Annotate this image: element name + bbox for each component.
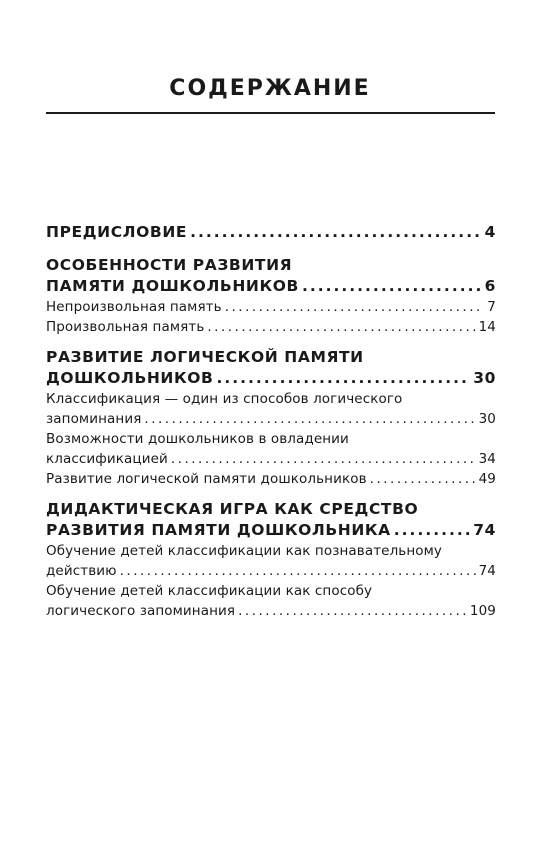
toc-subentry-title: Непроизвольная память	[46, 299, 222, 315]
dot-leader	[216, 368, 470, 389]
toc-subentry[interactable]	[46, 389, 496, 429]
toc-page-number: 49	[478, 471, 496, 487]
toc-subentry-title-line1: Классификация — один из способов логического	[46, 391, 403, 407]
toc-subentry[interactable]	[46, 541, 496, 581]
dot-leader	[370, 469, 476, 489]
dot-leader	[190, 222, 482, 243]
toc-subentry[interactable]	[46, 429, 496, 469]
toc-page-number: 109	[469, 603, 496, 619]
toc-subentry[interactable]	[46, 317, 496, 337]
toc-page-number: 30	[473, 369, 496, 387]
dot-leader	[144, 409, 475, 429]
toc-entry-title: ПРЕДИСЛОВИЕ	[46, 223, 188, 241]
toc-subentry-title-line1: Возможности дошкольников в овладении	[46, 431, 349, 447]
toc-subentry-title-line1: Обучение детей классификации как способу	[46, 583, 373, 599]
toc-page-number: 74	[473, 521, 496, 539]
toc-subentry-title-line2: классификацией	[46, 451, 168, 467]
toc-subentry-title-line1: Обучение детей классификации как познавательному	[46, 543, 443, 559]
toc-page-number: 74	[478, 563, 496, 579]
toc-subentry[interactable]	[46, 297, 496, 317]
table-of-contents	[46, 222, 496, 621]
toc-page-number: 4	[484, 223, 496, 241]
toc-page-number: 14	[478, 319, 496, 335]
toc-subentry-title-line2: действию	[46, 563, 117, 579]
toc-subentry-title: Развитие логической памяти дошкольников	[46, 471, 367, 487]
toc-subentry-title-line2: запоминания	[46, 411, 142, 427]
dot-leader	[207, 317, 475, 337]
toc-section-1[interactable]	[46, 255, 496, 297]
toc-subentry[interactable]	[46, 581, 496, 621]
toc-section-title-line2: ДОШКОЛЬНИКОВ	[46, 369, 214, 387]
toc-page-number: 7	[487, 299, 496, 315]
dot-leader	[302, 276, 482, 297]
page-title: СОДЕРЖАНИЕ	[169, 76, 371, 101]
toc-subentry-title-line2: логического запоминания	[46, 603, 236, 619]
toc-page-number: 6	[484, 277, 496, 295]
toc-section-2[interactable]	[46, 347, 496, 389]
toc-page-number: 34	[478, 451, 496, 467]
toc-subentry[interactable]	[46, 469, 496, 489]
toc-section-title-line2: РАЗВИТИЯ ПАМЯТИ ДОШКОЛЬНИКА	[46, 521, 391, 539]
dot-leader	[394, 520, 470, 541]
toc-section-title-line1: ДИДАКТИЧЕСКАЯ ИГРА КАК СРЕДСТВО	[46, 500, 419, 518]
dot-leader	[171, 449, 476, 469]
title-rule	[46, 112, 495, 114]
toc-page-number: 30	[478, 411, 496, 427]
toc-section-3[interactable]	[46, 499, 496, 541]
dot-leader	[238, 601, 467, 621]
dot-leader	[225, 297, 485, 317]
dot-leader	[120, 561, 476, 581]
toc-section-title-line1: РАЗВИТИЕ ЛОГИЧЕСКОЙ ПАМЯТИ	[46, 348, 364, 366]
toc-entry-preface[interactable]	[46, 222, 496, 243]
toc-section-title-line2: ПАМЯТИ ДОШКОЛЬНИКОВ	[46, 277, 299, 295]
toc-subentry-title: Произвольная память	[46, 319, 205, 335]
toc-section-title-line1: ОСОБЕННОСТИ РАЗВИТИЯ	[46, 256, 293, 274]
